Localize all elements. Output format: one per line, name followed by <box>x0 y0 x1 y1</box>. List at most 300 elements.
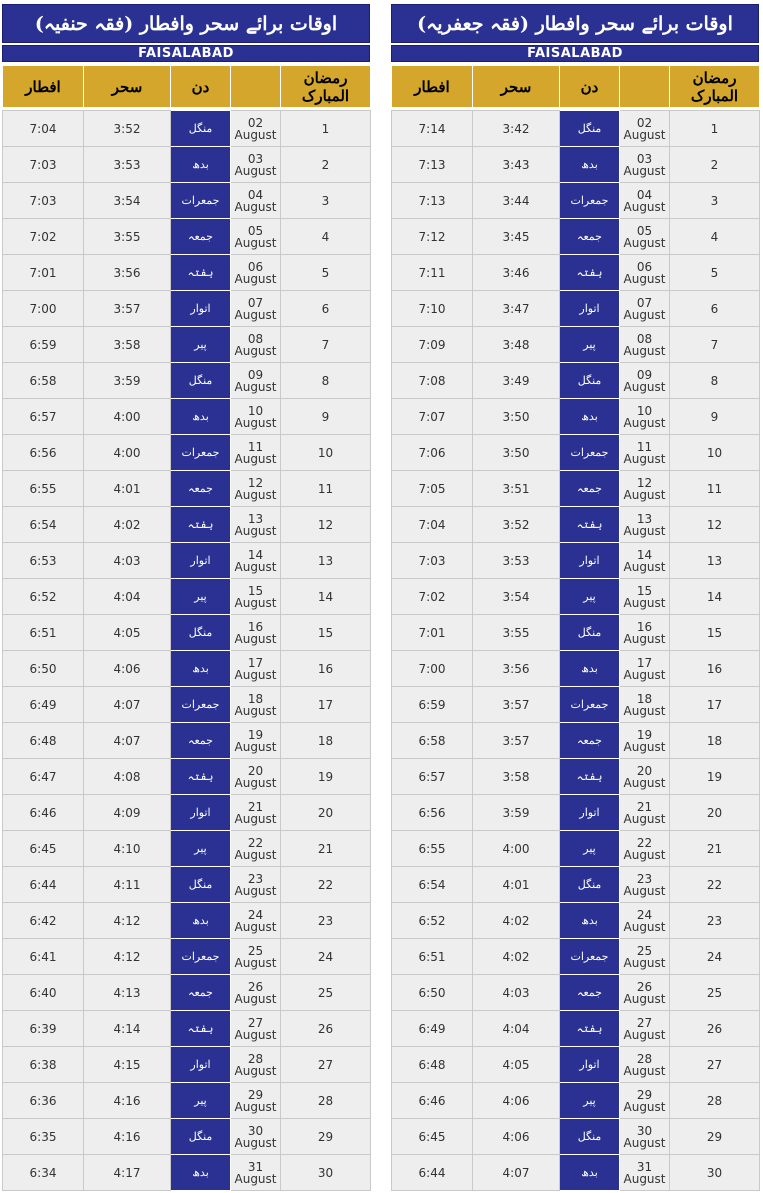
gregorian-date <box>620 1047 670 1083</box>
iftar-time: 6:52 <box>392 903 473 939</box>
gregorian-date <box>231 831 281 867</box>
weekday: اتوار <box>560 1047 620 1083</box>
date-day: 10 <box>636 403 653 418</box>
gregorian-date <box>231 183 281 219</box>
gregorian-date <box>231 867 281 903</box>
table-row <box>392 903 760 939</box>
iftar-time: 7:01 <box>3 255 84 291</box>
weekday: جمعہ <box>171 975 231 1011</box>
weekday: جمعرات <box>560 687 620 723</box>
gregorian-date <box>231 147 281 183</box>
date-day: 16 <box>636 619 653 634</box>
gregorian-date <box>231 579 281 615</box>
gregorian-date <box>231 975 281 1011</box>
date-month: August <box>623 847 666 862</box>
date-header <box>231 66 281 108</box>
weekday: ہفتہ <box>560 759 620 795</box>
date-month: August <box>234 451 277 466</box>
date-month: August <box>623 883 666 898</box>
iftar-header: افطار <box>392 66 473 108</box>
iftar-time: 7:00 <box>392 651 473 687</box>
table-row <box>3 327 371 363</box>
weekday: جمعہ <box>171 723 231 759</box>
gregorian-date <box>620 435 670 471</box>
iftar-time: 7:10 <box>392 291 473 327</box>
date-month: August <box>623 811 666 826</box>
weekday: پیر <box>171 1083 231 1119</box>
date-month: August <box>623 307 666 322</box>
table-row <box>392 399 760 435</box>
gregorian-date <box>620 651 670 687</box>
date-day: 11 <box>636 439 653 454</box>
date-month: August <box>623 775 666 790</box>
weekday: ہفتہ <box>171 255 231 291</box>
date-day: 09 <box>247 367 264 382</box>
ramadan-day: 16 <box>281 651 371 687</box>
sehr-time: 4:01 <box>473 867 560 903</box>
sehr-time: 4:06 <box>473 1083 560 1119</box>
sehr-time: 4:01 <box>84 471 171 507</box>
iftar-time: 6:42 <box>3 903 84 939</box>
ramadan-day: 22 <box>281 867 371 903</box>
sehr-time: 4:05 <box>473 1047 560 1083</box>
iftar-time: 7:11 <box>392 255 473 291</box>
date-day: 07 <box>636 295 653 310</box>
weekday: منگل <box>171 867 231 903</box>
date-day: 21 <box>636 799 653 814</box>
date-month: August <box>234 415 277 430</box>
ramadan-day: 17 <box>670 687 760 723</box>
sehr-time: 4:02 <box>84 507 171 543</box>
gregorian-date <box>620 327 670 363</box>
weekday: پیر <box>560 1083 620 1119</box>
table-row <box>3 759 371 795</box>
ramadan-day: 12 <box>281 507 371 543</box>
sehr-header: سحر <box>84 66 171 108</box>
table-row <box>392 867 760 903</box>
iftar-time: 7:01 <box>392 615 473 651</box>
sehr-time: 3:59 <box>473 795 560 831</box>
table-row <box>392 507 760 543</box>
ramadan-day: 26 <box>281 1011 371 1047</box>
gregorian-date <box>620 507 670 543</box>
gregorian-date <box>231 219 281 255</box>
table-row <box>3 651 371 687</box>
gregorian-date <box>231 795 281 831</box>
ramadan-day: 6 <box>670 291 760 327</box>
ramadan-day: 4 <box>281 219 371 255</box>
date-month: August <box>623 1027 666 1042</box>
gregorian-date <box>620 255 670 291</box>
weekday: ہفتہ <box>171 1011 231 1047</box>
ramadan-day: 13 <box>281 543 371 579</box>
ramadan-day: 19 <box>670 759 760 795</box>
iftar-time: 7:02 <box>3 219 84 255</box>
weekday: جمعرات <box>560 183 620 219</box>
date-day: 27 <box>247 1015 264 1030</box>
sehr-time: 4:14 <box>84 1011 171 1047</box>
ramadan-day: 10 <box>281 435 371 471</box>
gregorian-date <box>231 687 281 723</box>
sehr-time: 4:07 <box>473 1155 560 1191</box>
date-day: 11 <box>247 439 264 454</box>
table-row <box>3 975 371 1011</box>
weekday: منگل <box>171 363 231 399</box>
gregorian-date <box>231 399 281 435</box>
date-month: August <box>623 991 666 1006</box>
ramadan-day: 28 <box>670 1083 760 1119</box>
date-day: 14 <box>247 547 264 562</box>
sehr-time: 4:10 <box>84 831 171 867</box>
ramadan-day: 28 <box>281 1083 371 1119</box>
iftar-time: 6:39 <box>3 1011 84 1047</box>
date-month: August <box>623 667 666 682</box>
date-header <box>620 66 670 108</box>
iftar-time: 6:46 <box>3 795 84 831</box>
date-day: 04 <box>247 187 264 202</box>
gregorian-date <box>231 1119 281 1155</box>
date-month: August <box>623 451 666 466</box>
sehr-time: 3:42 <box>473 111 560 147</box>
weekday: ہفتہ <box>560 507 620 543</box>
sehr-time: 3:43 <box>473 147 560 183</box>
gregorian-date <box>620 147 670 183</box>
weekday: بدھ <box>171 147 231 183</box>
weekday: اتوار <box>171 543 231 579</box>
ramadan-day: 27 <box>670 1047 760 1083</box>
date-day: 14 <box>636 547 653 562</box>
date-day: 18 <box>636 691 653 706</box>
gregorian-date <box>231 615 281 651</box>
gregorian-date <box>620 687 670 723</box>
ramadan-day: 18 <box>281 723 371 759</box>
date-day: 21 <box>247 799 264 814</box>
date-day: 18 <box>247 691 264 706</box>
weekday: اتوار <box>560 543 620 579</box>
ramadan-day: 7 <box>281 327 371 363</box>
date-month: August <box>623 1099 666 1114</box>
date-month: August <box>623 127 666 142</box>
weekday: پیر <box>171 831 231 867</box>
weekday: ہفتہ <box>171 507 231 543</box>
weekday: پیر <box>171 579 231 615</box>
sehr-time: 3:53 <box>84 147 171 183</box>
iftar-time: 6:57 <box>3 399 84 435</box>
date-day: 10 <box>247 403 264 418</box>
date-day: 22 <box>247 835 264 850</box>
iftar-header: افطار <box>3 66 84 108</box>
gregorian-date <box>620 1155 670 1191</box>
sehr-time: 4:12 <box>84 903 171 939</box>
gregorian-date <box>231 363 281 399</box>
iftar-time: 6:45 <box>392 1119 473 1155</box>
weekday: ہفتہ <box>171 759 231 795</box>
date-day: 08 <box>247 331 264 346</box>
date-month: August <box>623 1063 666 1078</box>
table-row <box>3 291 371 327</box>
date-month: August <box>623 163 666 178</box>
date-month: August <box>623 955 666 970</box>
ramadan-day: 29 <box>670 1119 760 1155</box>
iftar-time: 7:02 <box>392 579 473 615</box>
weekday: بدھ <box>171 1155 231 1191</box>
iftar-time: 6:46 <box>392 1083 473 1119</box>
weekday: اتوار <box>560 795 620 831</box>
date-day: 30 <box>247 1123 264 1138</box>
ramadan-day: 30 <box>670 1155 760 1191</box>
ramadan-day: 8 <box>670 363 760 399</box>
date-day: 19 <box>636 727 653 742</box>
ramadan-day: 30 <box>281 1155 371 1191</box>
panel-title: اوقات برائے سحر وافطار (فقہ جعفریہ) <box>391 4 759 43</box>
iftar-time: 6:58 <box>392 723 473 759</box>
weekday: منگل <box>560 615 620 651</box>
weekday: بدھ <box>560 903 620 939</box>
header-row <box>3 66 371 108</box>
date-month: August <box>234 1135 277 1150</box>
weekday: ہفتہ <box>560 255 620 291</box>
date-day: 29 <box>636 1087 653 1102</box>
gregorian-date <box>231 903 281 939</box>
gregorian-date <box>620 1083 670 1119</box>
weekday: منگل <box>560 111 620 147</box>
sehr-time: 3:57 <box>84 291 171 327</box>
sehr-time: 4:03 <box>473 975 560 1011</box>
sehr-time: 4:15 <box>84 1047 171 1083</box>
gregorian-date <box>620 831 670 867</box>
weekday: بدھ <box>560 651 620 687</box>
weekday: پیر <box>560 831 620 867</box>
weekday: جمعرات <box>171 435 231 471</box>
ramadan-day: 17 <box>281 687 371 723</box>
weekday: اتوار <box>171 291 231 327</box>
table-row <box>3 687 371 723</box>
timetable-body <box>3 111 371 1191</box>
date-day: 20 <box>636 763 653 778</box>
date-month: August <box>623 343 666 358</box>
date-day: 15 <box>636 583 653 598</box>
city-label: FAISALABAD <box>391 45 759 62</box>
iftar-time: 7:07 <box>392 399 473 435</box>
ramadan-day: 15 <box>281 615 371 651</box>
weekday: پیر <box>560 579 620 615</box>
table-row <box>392 255 760 291</box>
iftar-time: 6:50 <box>392 975 473 1011</box>
iftar-time: 6:38 <box>3 1047 84 1083</box>
table-row <box>3 183 371 219</box>
date-day: 02 <box>247 115 264 130</box>
weekday: بدھ <box>560 1155 620 1191</box>
weekday: منگل <box>171 1119 231 1155</box>
table-row <box>3 615 371 651</box>
weekday: بدھ <box>171 399 231 435</box>
date-month: August <box>234 775 277 790</box>
sehr-header: سحر <box>473 66 560 108</box>
sehr-time: 3:51 <box>473 471 560 507</box>
iftar-time: 7:04 <box>392 507 473 543</box>
table-row <box>392 291 760 327</box>
sehr-time: 3:49 <box>473 363 560 399</box>
sehr-time: 3:54 <box>84 183 171 219</box>
gregorian-date <box>620 1119 670 1155</box>
date-month: August <box>623 739 666 754</box>
sehr-time: 4:04 <box>473 1011 560 1047</box>
ramadan-day: 21 <box>281 831 371 867</box>
date-month: August <box>623 199 666 214</box>
date-month: August <box>234 703 277 718</box>
table-row <box>392 975 760 1011</box>
date-day: 05 <box>636 223 653 238</box>
table-row <box>3 543 371 579</box>
ramadan-day: 15 <box>670 615 760 651</box>
date-month: August <box>234 1099 277 1114</box>
date-day: 28 <box>636 1051 653 1066</box>
sehr-time: 4:07 <box>84 687 171 723</box>
table-row <box>392 327 760 363</box>
sehr-time: 3:56 <box>473 651 560 687</box>
date-day: 08 <box>636 331 653 346</box>
date-day: 15 <box>247 583 264 598</box>
date-month: August <box>234 235 277 250</box>
table-row <box>392 111 760 147</box>
table-row <box>3 867 371 903</box>
ramadan-day: 23 <box>670 903 760 939</box>
table-row <box>3 111 371 147</box>
date-month: August <box>623 703 666 718</box>
ramadan-day: 22 <box>670 867 760 903</box>
date-day: 12 <box>636 475 653 490</box>
ramadan-day: 9 <box>281 399 371 435</box>
gregorian-date <box>231 723 281 759</box>
date-day: 13 <box>636 511 653 526</box>
iftar-time: 7:03 <box>392 543 473 579</box>
iftar-time: 6:51 <box>3 615 84 651</box>
date-month: August <box>234 307 277 322</box>
sehr-time: 3:46 <box>473 255 560 291</box>
date-month: August <box>623 523 666 538</box>
table-row <box>392 579 760 615</box>
date-month: August <box>234 631 277 646</box>
sehr-time: 3:58 <box>473 759 560 795</box>
iftar-time: 6:51 <box>392 939 473 975</box>
table-row <box>3 1047 371 1083</box>
table-row <box>392 795 760 831</box>
ramadan-day: 2 <box>281 147 371 183</box>
date-day: 16 <box>247 619 264 634</box>
sehr-time: 4:02 <box>473 939 560 975</box>
table-row <box>392 1011 760 1047</box>
gregorian-date <box>231 507 281 543</box>
table-row <box>392 1047 760 1083</box>
date-month: August <box>234 595 277 610</box>
date-month: August <box>234 523 277 538</box>
city-label: FAISALABAD <box>2 45 370 62</box>
weekday: منگل <box>171 615 231 651</box>
date-month: August <box>234 199 277 214</box>
iftar-time: 6:40 <box>3 975 84 1011</box>
sehr-time: 3:57 <box>473 687 560 723</box>
weekday: جمعرات <box>560 435 620 471</box>
gregorian-date <box>620 363 670 399</box>
sehr-time: 3:55 <box>84 219 171 255</box>
date-day: 23 <box>247 871 264 886</box>
date-day: 19 <box>247 727 264 742</box>
date-day: 20 <box>247 763 264 778</box>
sehr-time: 3:58 <box>84 327 171 363</box>
iftar-time: 7:08 <box>392 363 473 399</box>
table-row <box>392 183 760 219</box>
sehr-time: 3:53 <box>473 543 560 579</box>
ramadan-day: 29 <box>281 1119 371 1155</box>
table-row <box>392 759 760 795</box>
date-month: August <box>623 415 666 430</box>
iftar-time: 6:41 <box>3 939 84 975</box>
ramadan-day: 14 <box>281 579 371 615</box>
iftar-time: 7:12 <box>392 219 473 255</box>
weekday: پیر <box>560 327 620 363</box>
table-row <box>392 687 760 723</box>
iftar-time: 7:13 <box>392 183 473 219</box>
header-row <box>392 66 760 108</box>
sehr-time: 4:11 <box>84 867 171 903</box>
weekday: جمعرات <box>560 939 620 975</box>
ramadan-day: 6 <box>281 291 371 327</box>
date-month: August <box>623 631 666 646</box>
gregorian-date <box>231 327 281 363</box>
sehr-time: 3:45 <box>473 219 560 255</box>
iftar-time: 6:52 <box>3 579 84 615</box>
gregorian-date <box>620 1011 670 1047</box>
gregorian-date <box>231 291 281 327</box>
date-month: August <box>234 271 277 286</box>
ramadan-day: 7 <box>670 327 760 363</box>
ramadan-day: 24 <box>670 939 760 975</box>
gregorian-date <box>231 651 281 687</box>
gregorian-date <box>620 183 670 219</box>
iftar-time: 6:34 <box>3 1155 84 1191</box>
ramadan-day: 9 <box>670 399 760 435</box>
weekday: ہفتہ <box>560 1011 620 1047</box>
date-day: 29 <box>247 1087 264 1102</box>
date-month: August <box>234 1063 277 1078</box>
weekday: جمعرات <box>171 939 231 975</box>
date-day: 30 <box>636 1123 653 1138</box>
table-row <box>3 723 371 759</box>
ramadan-header: رمضان المبارک <box>670 66 760 108</box>
iftar-time: 6:50 <box>3 651 84 687</box>
iftar-time: 6:55 <box>392 831 473 867</box>
gregorian-date <box>620 291 670 327</box>
ramadan-day: 1 <box>281 111 371 147</box>
iftar-time: 7:14 <box>392 111 473 147</box>
sehr-time: 3:55 <box>473 615 560 651</box>
table-row <box>3 831 371 867</box>
table-row <box>3 939 371 975</box>
date-month: August <box>623 235 666 250</box>
ramadan-day: 19 <box>281 759 371 795</box>
sehr-time: 4:00 <box>84 435 171 471</box>
weekday: پیر <box>171 327 231 363</box>
weekday: بدھ <box>560 147 620 183</box>
table-row <box>392 219 760 255</box>
table-row <box>392 147 760 183</box>
ramadan-day: 20 <box>670 795 760 831</box>
table-row <box>392 651 760 687</box>
weekday: بدھ <box>560 399 620 435</box>
iftar-time: 6:57 <box>392 759 473 795</box>
table-row <box>3 507 371 543</box>
iftar-time: 6:58 <box>3 363 84 399</box>
